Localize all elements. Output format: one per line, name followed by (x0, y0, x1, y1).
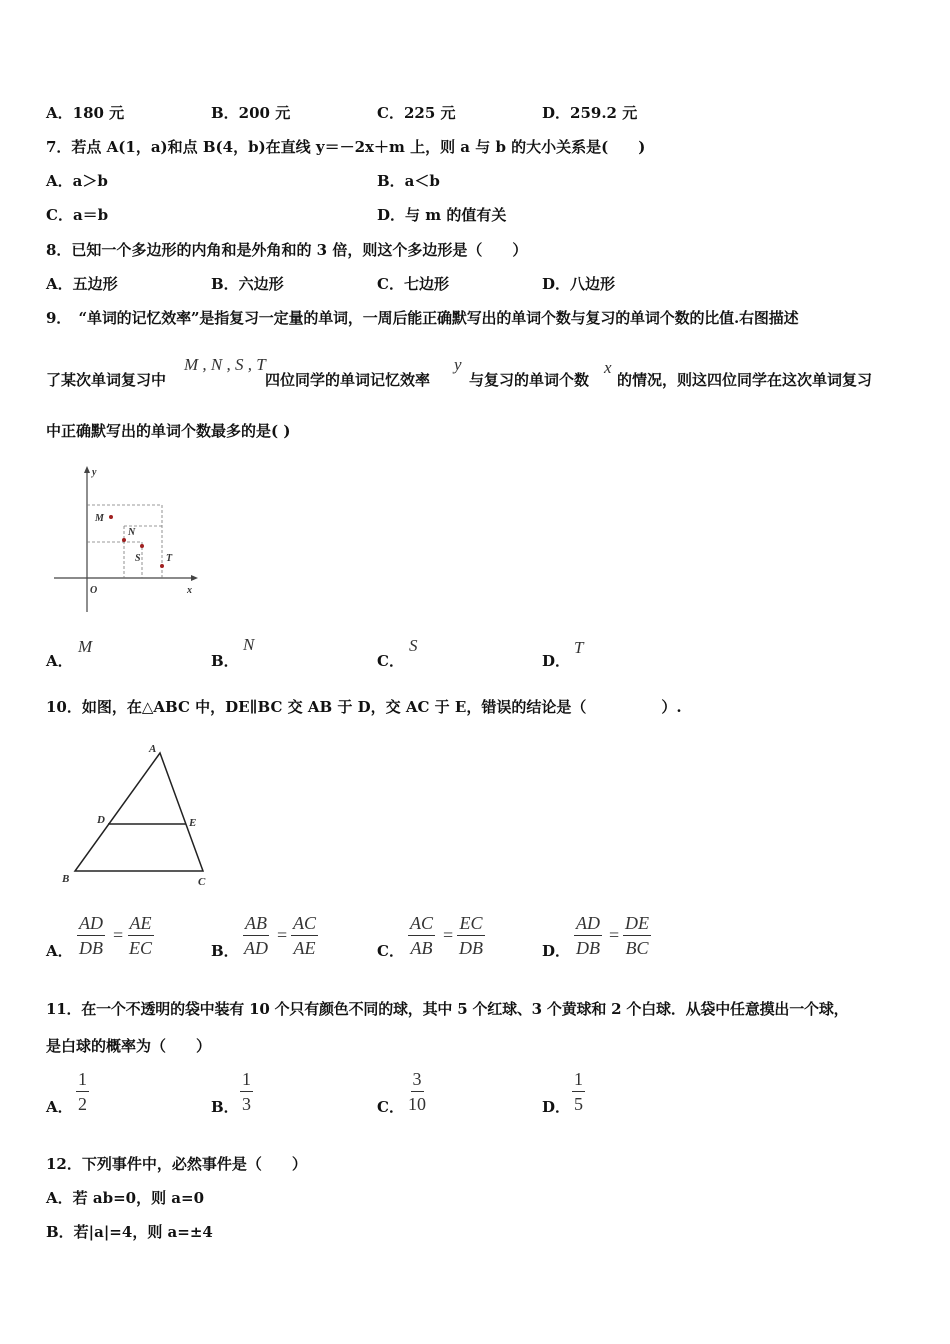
q10-option-d-right-fraction (623, 912, 651, 959)
q9-vars: M , N , S , T (184, 355, 266, 374)
q9-scatter-graph (50, 460, 205, 620)
q7-option-a: A．a＞b (46, 172, 108, 190)
fraction-numerator: AB (243, 912, 269, 936)
q6-option-b: B．200 元 (211, 104, 291, 122)
q9-var-y: y (454, 355, 462, 374)
vertex-b-label: B (62, 873, 70, 885)
q9-line2-part-a: 了某次单词复习中 (46, 371, 167, 389)
x-axis-label: x (187, 585, 192, 596)
q9-option-b-value: N (243, 635, 255, 654)
q10-option-a-letter: A． (46, 942, 73, 960)
point-n-label: N (128, 527, 136, 538)
q11-line1: 11．在一个不透明的袋中装有 10 个只有颜色不同的球，其中 5 个红球、3 个黄球和 2 个白球．从袋中任意摸出一个球， (46, 1000, 849, 1018)
fraction-numerator: AD (77, 912, 105, 936)
equals-sign: = (113, 925, 124, 945)
q7-option-d: D．与 m 的值有关 (377, 206, 507, 224)
q10-triangle-figure (58, 738, 218, 890)
fraction-numerator: DE (623, 912, 651, 936)
q11-option-a-letter: A． (46, 1098, 73, 1116)
fraction-numerator: AE (128, 912, 154, 936)
q10-option-a-left-fraction (77, 912, 105, 959)
fraction-numerator: 1 (572, 1068, 585, 1092)
q9-option-d-letter: D． (542, 652, 571, 670)
equals-sign: = (609, 925, 620, 945)
fraction-denominator: AB (410, 938, 433, 958)
q9-option-c-letter: C． (377, 652, 404, 670)
fraction-denominator: DB (79, 938, 103, 958)
q8-option-c: C．七边形 (377, 275, 449, 293)
point-m-label: M (95, 513, 104, 524)
q10-option-a-right-fraction (127, 912, 154, 959)
point-s (140, 544, 144, 548)
q12-option-b: B．若|a|=4，则 a=±4 (46, 1223, 213, 1241)
equals-sign: = (277, 925, 288, 945)
q11-option-b-fraction (240, 1068, 253, 1115)
q9-option-b-letter: B． (211, 652, 239, 670)
q9-line2-part-c: 与复习的单词个数 (469, 371, 590, 389)
q10-option-c-letter: C． (377, 942, 404, 960)
point-n (122, 538, 126, 542)
fraction-numerator: AC (408, 912, 435, 936)
q9-line2-part-b: 四位同学的单词记忆效率 (265, 371, 431, 389)
fraction-denominator: AD (244, 938, 268, 958)
fraction-denominator: 3 (242, 1094, 251, 1114)
vertex-c-label: C (198, 876, 206, 888)
fraction-numerator: 3 (411, 1068, 424, 1092)
q10-option-c-left-fraction (408, 912, 435, 959)
q6-option-c: C．225 元 (377, 104, 456, 122)
q9-option-a-value: M (78, 637, 93, 656)
q12-option-a: A．若 ab=0，则 a=0 (46, 1189, 205, 1207)
q9-var-x: x (604, 358, 612, 377)
q11-option-b-letter: B． (211, 1098, 239, 1116)
point-m (109, 515, 113, 519)
fraction-denominator: BC (625, 938, 649, 958)
q11-option-c-letter: C． (377, 1098, 404, 1116)
q7-stem: 7．若点 A(1，a)和点 B(4，b)在直线 y＝－2x＋m 上，则 a 与 b 的大小关系是( ) (46, 138, 646, 156)
q10-option-c-right-fraction (457, 912, 485, 959)
q8-stem: 8．已知一个多边形的内角和是外角和的 3 倍，则这个多边形是（ ） (46, 241, 528, 259)
q6-option-a: A．180 元 (46, 104, 125, 122)
q8-option-b: B．六边形 (211, 275, 284, 293)
q11-option-c-fraction (406, 1068, 428, 1115)
y-axis-label: y (92, 467, 97, 478)
fraction-denominator: 10 (408, 1094, 426, 1114)
fraction-denominator: 5 (574, 1094, 583, 1114)
q9-line1: 9． “单词的记忆效率”是指复习一定量的单词，一周后能正确默写出的单词个数与复习的单词个数的比值.右图描述 (46, 309, 799, 327)
q8-option-a: A．五边形 (46, 275, 118, 293)
point-t-label: T (166, 553, 173, 564)
q12-stem: 12．下列事件中，必然事件是（ ） (46, 1155, 307, 1173)
point-s-label: S (135, 553, 141, 564)
triangle-abc (75, 753, 203, 871)
fraction-denominator: AE (293, 938, 316, 958)
q10-option-d-letter: D． (542, 942, 571, 960)
fraction-numerator: EC (457, 912, 484, 936)
q10-option-b-letter: B． (211, 942, 239, 960)
q11-line2: 是白球的概率为（ ） (46, 1037, 212, 1055)
point-d-label: D (97, 814, 105, 826)
fraction-numerator: AD (574, 912, 602, 936)
fraction-numerator: AC (291, 912, 318, 936)
vertex-a-label: A (149, 743, 157, 755)
q9-line3: 中正确默写出的单词个数最多的是( ) (46, 422, 291, 440)
origin-label: O (90, 585, 98, 596)
point-t (160, 564, 164, 568)
y-axis-arrow-icon (84, 466, 90, 473)
fraction-denominator: DB (576, 938, 600, 958)
fraction-denominator: DB (459, 938, 483, 958)
q10-option-d-left-fraction (574, 912, 602, 959)
q9-line2-part-d: 的情况，则这四位同学在这次单词复习 (617, 371, 873, 389)
point-e-label: E (189, 817, 197, 829)
q7-option-b: B．a＜b (377, 172, 440, 190)
q10-option-b-left-fraction (242, 912, 270, 959)
fraction-denominator: 2 (78, 1094, 87, 1114)
q11-option-d-fraction (572, 1068, 585, 1115)
q10-stem: 10．如图，在△ABC 中，DE∥BC 交 AB 于 D，交 AC 于 E，错误的结论是（ ）. (46, 698, 682, 716)
x-axis-arrow-icon (191, 575, 198, 581)
q8-option-d: D．八边形 (542, 275, 616, 293)
q9-option-c-value: S (409, 636, 418, 655)
q7-option-c: C．a＝b (46, 206, 109, 224)
q6-option-d: D．259.2 元 (542, 104, 638, 122)
q10-option-b-right-fraction (291, 912, 318, 959)
fraction-numerator: 1 (240, 1068, 253, 1092)
q11-option-d-letter: D． (542, 1098, 571, 1116)
equals-sign: = (443, 925, 454, 945)
q9-option-a-letter: A． (46, 652, 73, 670)
q11-option-a-fraction (76, 1068, 89, 1115)
q9-option-d-value: T (574, 638, 584, 657)
fraction-denominator: EC (129, 938, 153, 958)
fraction-numerator: 1 (76, 1068, 89, 1092)
